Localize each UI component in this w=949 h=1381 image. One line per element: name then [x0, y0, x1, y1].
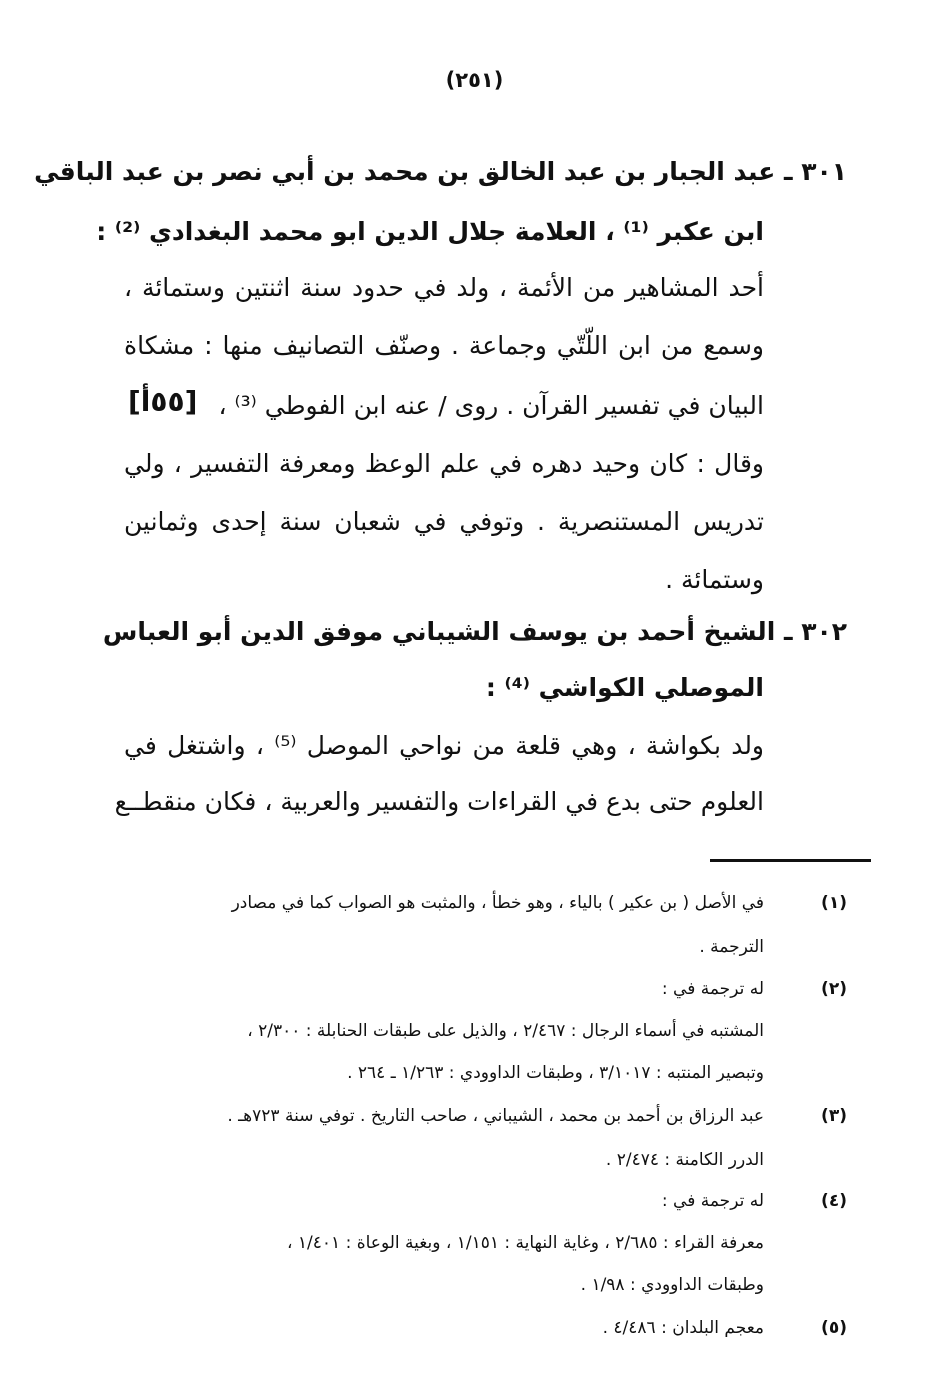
footnote-2-line2: المشتبه في أسماء الرجال : ٢/٤٦٧ ، والذيل على طبقات الحنابلة : ٢/٣٠٠ ،	[247, 1021, 764, 1041]
entry-301-heading-line1: ٣٠١ ـ عبد الجبار بن عبد الخالق بن محمد بن أبي نصر بن عبد الباقي	[34, 157, 847, 186]
entry-301-body-line3: البيان في تفسير القرآن . روى / عنه ابن الفوطي ⁽³⁾ ،	[218, 391, 764, 420]
page-number: (٢٥١)	[445, 68, 504, 92]
footnote-1-line2: الترجمة .	[699, 937, 764, 957]
footnote-number: (٤)	[821, 1191, 847, 1211]
footnote-number: (٣)	[821, 1106, 847, 1126]
footnote-2-line1: له ترجمة في :	[661, 979, 764, 999]
entry-301-body-line6: وستمائة .	[665, 565, 764, 594]
entry-302-heading-line1: ٣٠٢ ـ الشيخ أحمد بن يوسف الشيباني موفق الدين أبو العباس	[102, 617, 847, 646]
footnote-number: (١)	[821, 893, 847, 913]
footnote-3-line2: الدرر الكامنة : ٢/٤٧٤ .	[605, 1150, 764, 1170]
footnote-divider	[710, 859, 871, 862]
footnote-4-line1: له ترجمة في :	[661, 1191, 764, 1211]
entry-302-heading-line2: الموصلي الكواشي ⁽⁴⁾ :	[485, 673, 764, 702]
footnote-3-line1: عبد الرزاق بن أحمد بن محمد ، الشيباني ، صاحب التاريخ . توفي سنة ٧٢٣هـ .	[227, 1106, 764, 1126]
manuscript-folio-ref: [٥٥أ]	[128, 385, 198, 418]
entry-301-body-line5: تدريس المستنصرية . وتوفي في شعبان سنة إحدى وثمانين	[124, 507, 764, 536]
entry-301-body-line1: أحد المشاهير من الأئمة ، ولد في حدود سنة اثنتين وستمائة ،	[124, 273, 764, 302]
footnote-4-line3: وطبقات الداوودي : ١/٩٨ .	[580, 1275, 764, 1295]
entry-301-body-line2: وسمع من ابن اللّتّي وجماعة . وصنّف التصانيف منها : مشكاة	[124, 331, 764, 360]
footnote-number: (٥)	[821, 1318, 847, 1338]
entry-301-heading-line2: ابن عكبر ⁽¹⁾ ، العلامة جلال الدين ابو محمد البغدادي ⁽²⁾ :	[96, 217, 764, 246]
footnote-4-line2: معرفة القراء : ٢/٦٨٥ ، وغاية النهاية : ١/١٥١ ، وبغية الوعاة : ١/٤٠١ ،	[287, 1233, 764, 1253]
footnote-1-line1: في الأصل ( بن عكير ) بالياء ، وهو خطأ ، والمثبت هو الصواب كما في مصادر	[231, 893, 764, 913]
footnote-2-line3: وتبصير المنتبه : ٣/١٠١٧ ، وطبقات الداوودي : ١/٢٦٣ ـ ٢٦٤ .	[347, 1063, 764, 1083]
entry-301-body-line4: وقال : كان وحيد دهره في علم الوعظ ومعرفة التفسير ، ولي	[124, 449, 764, 478]
footnote-number: (٢)	[821, 979, 847, 999]
entry-302-body-line2: العلوم حتى بدع في القراءات والتفسير والعربية ، فكان منقطــع	[114, 787, 764, 816]
footnote-5-line1: معجم البلدان : ٤/٤٨٦ .	[602, 1318, 764, 1338]
entry-302-body-line1: ولد بكواشة ، وهي قلعة من نواحي الموصل ⁽⁵⁾ ، واشتغل في	[124, 731, 765, 760]
